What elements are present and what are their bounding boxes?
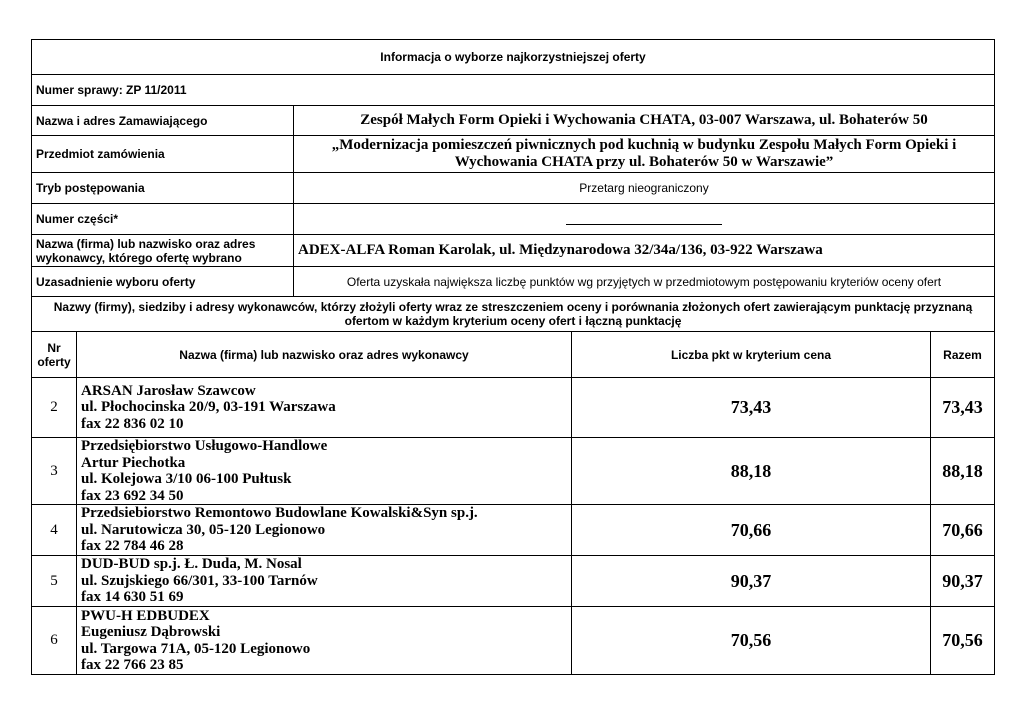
total-points: 70,66	[931, 505, 995, 556]
selected-contractor-value: ADEX-ALFA Roman Karolak, ul. Międzynarodowa 32/34a/136, 03-922 Warszawa	[294, 235, 995, 267]
table-row	[32, 607, 995, 675]
part-number-label: Numer części*	[32, 204, 294, 235]
offer-number: 5	[32, 556, 77, 607]
offer-number: 4	[32, 505, 77, 556]
column-header-name: Nazwa (firma) lub nazwisko oraz adres wykonawcy	[77, 332, 572, 378]
procedure-value: Przetarg nieograniczony	[294, 173, 995, 204]
column-header-points: Liczba pkt w kryterium cena	[572, 332, 931, 378]
table-row	[32, 378, 995, 438]
price-points: 70,56	[572, 607, 931, 675]
column-header-nr: Nr oferty	[32, 332, 77, 378]
contractor-line: PWU-H EDBUDEX	[81, 607, 210, 624]
contractor-line: fax 22 784 46 28	[81, 538, 184, 555]
total-points: 70,56	[931, 607, 995, 675]
table-row	[32, 556, 995, 607]
subject-value: „Modernizacja pomieszczeń piwnicznych pod kuchnią w budynku Zespołu Małych Form Opieki i Wychowania CHATA przy ul. Bohaterów 50 w Warszawie”	[294, 136, 995, 173]
contractor-details	[77, 607, 572, 675]
table-row	[32, 505, 995, 556]
procedure-label: Tryb postępowania	[32, 173, 294, 204]
contractor-line: ul. Szujskiego 66/301, 33-100 Tarnów	[81, 572, 318, 589]
contractor-details	[77, 378, 572, 438]
justification-label: Uzasadnienie wyboru oferty	[32, 267, 294, 297]
contractor-line: Przedsiębiorstwo Usługowo-Handlowe	[81, 438, 328, 454]
ordering-party-value: Zespół Małych Form Opieki i Wychowania CHATA, 03-007 Warszawa, ul. Bohaterów 50	[294, 106, 995, 136]
form-table	[31, 39, 995, 675]
contractor-details	[77, 556, 572, 607]
part-number-value	[294, 204, 995, 235]
blank-line	[566, 214, 722, 225]
contractor-line: ul. Płochocinska 20/9, 03-191 Warszawa	[81, 399, 336, 416]
contractor-line: Przedsiebiorstwo Remontowo Budowlane Kowalski&Syn sp.j.	[81, 505, 478, 522]
contractor-line: fax 23 692 34 50	[81, 487, 184, 504]
contractor-line: ul. Targowa 71A, 05-120 Legionowo	[81, 640, 311, 657]
contractor-details	[77, 438, 572, 505]
contractor-line: ul. Narutowicza 30, 05-120 Legionowo	[81, 521, 326, 538]
offers-heading: Nazwy (firmy), siedziby i adresy wykonawców, którzy złożyli oferty wraz ze streszczeniem oceny i porównania złożonych ofert zawierającym punktację przyznaną ofertom w każdym kryterium oceny ofert i łączną punktację	[32, 297, 995, 332]
form-title: Informacja o wyborze najkorzystniejszej oferty	[32, 40, 995, 75]
contractor-line: fax 22 836 02 10	[81, 415, 184, 432]
ordering-party-label: Nazwa i adres Zamawiającego	[32, 106, 294, 136]
selected-contractor-label: Nazwa (firma) lub nazwisko oraz adres wykonawcy, którego ofertę wybrano	[32, 235, 294, 267]
contractor-line: fax 14 630 51 69	[81, 589, 184, 606]
price-points: 73,43	[572, 378, 931, 438]
offer-number: 6	[32, 607, 77, 675]
offer-selection-form	[31, 39, 994, 675]
offer-number: 3	[32, 438, 77, 505]
contractor-line: Artur Piechotka	[81, 454, 186, 471]
column-header-total: Razem	[931, 332, 995, 378]
total-points: 73,43	[931, 378, 995, 438]
contractor-line: fax 22 766 23 85	[81, 657, 184, 673]
price-points: 90,37	[572, 556, 931, 607]
contractor-line: DUD-BUD sp.j. Ł. Duda, M. Nosal	[81, 556, 302, 573]
contractor-line: ul. Kolejowa 3/10 06-100 Pułtusk	[81, 471, 292, 487]
total-points: 88,18	[931, 438, 995, 505]
price-points: 88,18	[572, 438, 931, 505]
case-number: Numer sprawy: ZP 11/2011	[32, 75, 995, 106]
offer-number: 2	[32, 378, 77, 438]
total-points: 90,37	[931, 556, 995, 607]
price-points: 70,66	[572, 505, 931, 556]
contractor-line: ARSAN Jarosław Szawcow	[81, 382, 256, 399]
contractor-details	[77, 505, 572, 556]
table-row	[32, 438, 995, 505]
justification-value: Oferta uzyskała największa liczbę punktów wg przyjętych w przedmiotowym postępowaniu kryteriów oceny ofert	[294, 267, 995, 297]
contractor-line: Eugeniusz Dąbrowski	[81, 624, 221, 640]
subject-label: Przedmiot zamówienia	[32, 136, 294, 173]
